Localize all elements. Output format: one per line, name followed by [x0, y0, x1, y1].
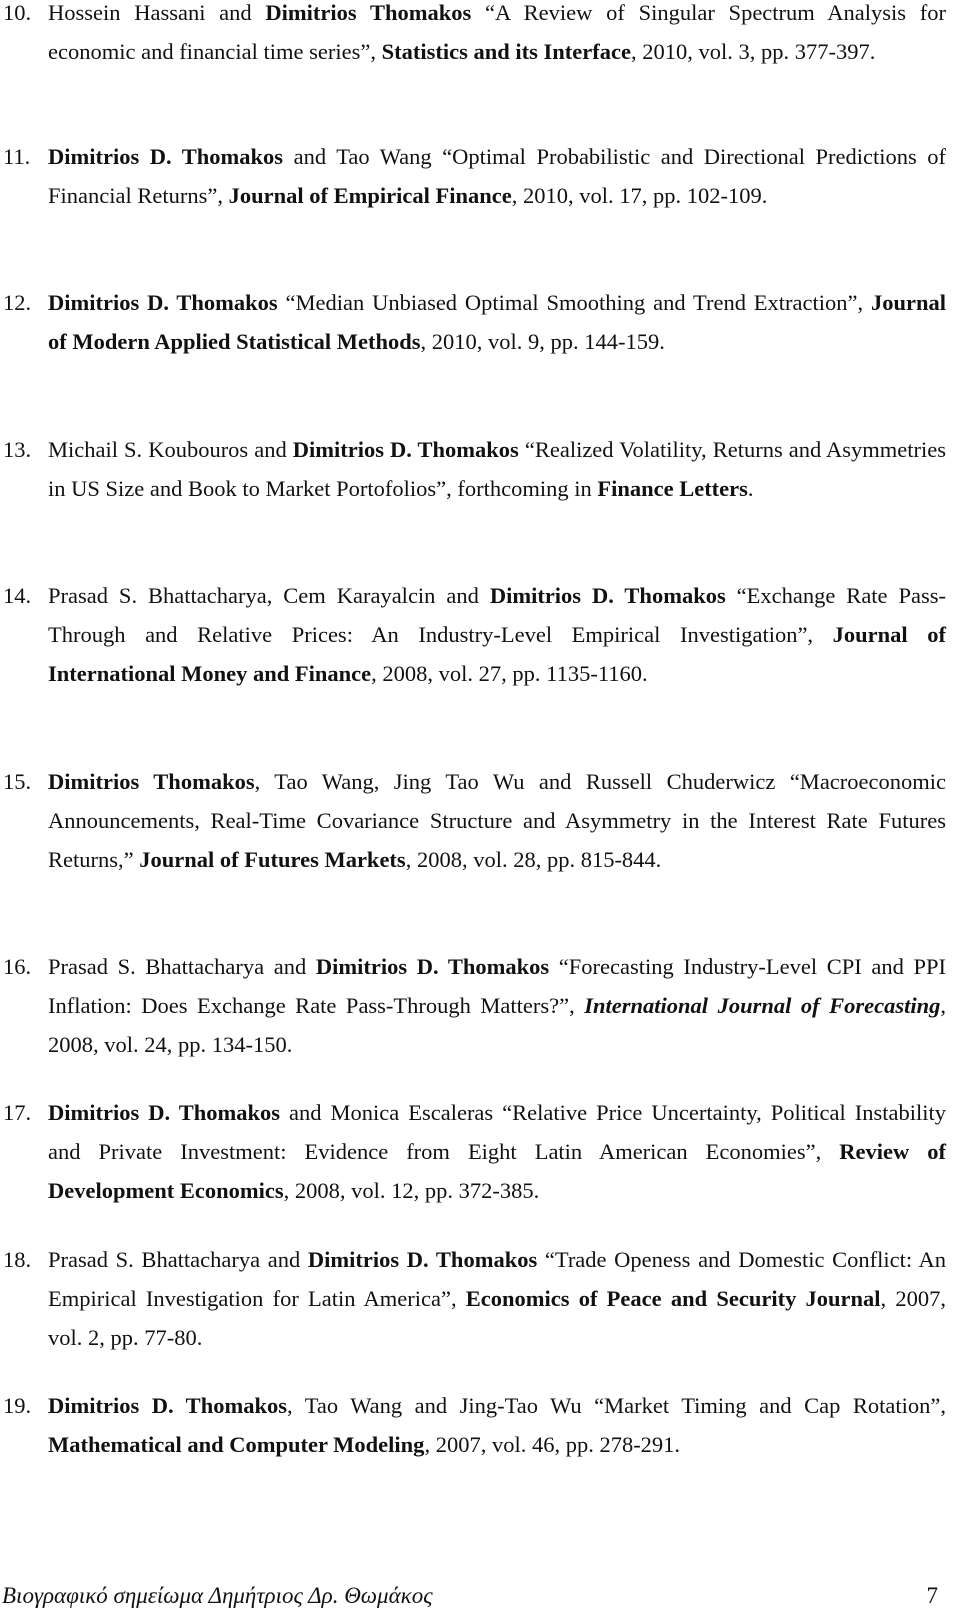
reference-emphasis: Journal of International Money and Finance [48, 622, 946, 686]
reference-number: 12. [3, 290, 32, 315]
reference-text: , 2008, vol. 24, pp. 134-150. [48, 993, 946, 1057]
reference-text: “Exchange Rate Pass-Through and Relative Prices: An Industry-Level Empirical Investigation”, [48, 583, 947, 647]
reference-number: 14. [3, 583, 32, 608]
reference-emphasis: Dimitrios D. Thomakos [48, 144, 284, 169]
reference-item [3, 1386, 946, 1464]
reference-emphasis: Dimitrios Thomakos [48, 769, 255, 794]
reference-item [3, 0, 946, 71]
reference-text: Hossein Hassani and [48, 0, 266, 25]
reference-emphasis: Dimitrios Thomakos [265, 0, 472, 25]
reference-number: 17. [3, 1100, 32, 1125]
reference-number: 10. [3, 0, 32, 25]
reference-item [3, 576, 947, 693]
reference-emphasis: International Journal of Forecasting [584, 993, 941, 1018]
reference-item [3, 1093, 946, 1210]
reference-text: “Median Unbiased Optimal Smoothing and Trend Extraction”, [277, 290, 871, 315]
reference-emphasis: Dimitrios D. Thomakos [48, 1100, 280, 1125]
reference-emphasis: Journal of Modern Applied Statistical Methods [48, 290, 946, 354]
reference-emphasis: Mathematical and Computer Modeling [48, 1432, 425, 1457]
reference-number: 13. [3, 437, 32, 462]
reference-text: “A Review of Singular Spectrum Analysis for economic and financial time series”, [48, 0, 946, 64]
reference-number: 15. [3, 769, 32, 794]
reference-emphasis: Journal of Futures Markets [139, 847, 406, 872]
reference-number: 11. [3, 144, 31, 169]
reference-item [3, 137, 946, 215]
reference-text: , Tao Wang and Jing-Tao Wu “Market Timing and Cap Rotation”, [286, 1393, 946, 1418]
reference-item [3, 283, 946, 361]
reference-emphasis: Dimitrios D. Thomakos [489, 583, 726, 608]
reference-emphasis: Journal of Empirical Finance [228, 183, 512, 208]
reference-item [3, 762, 946, 879]
reference-text: , 2010, vol. 17, pp. 102-109. [511, 183, 768, 208]
page-number: 7 [926, 1583, 938, 1608]
reference-text: , 2007, vol. 46, pp. 278-291. [424, 1432, 681, 1457]
reference-number: 18. [3, 1247, 32, 1272]
reference-number: 16. [3, 954, 32, 979]
reference-text: Prasad S. Bhattacharya and [48, 1247, 308, 1272]
reference-text: , 2010, vol. 9, pp. 144-159. [420, 329, 665, 354]
reference-text: Prasad S. Bhattacharya, Cem Karayalcin and [48, 583, 490, 608]
reference-item [3, 430, 947, 508]
reference-emphasis: Dimitrios D. Thomakos [307, 1247, 538, 1272]
reference-text: , 2008, vol. 28, pp. 815-844. [405, 847, 662, 872]
reference-emphasis: Dimitrios D. Thomakos [315, 954, 550, 979]
reference-text: , 2007, vol. 2, pp. 77-80. [48, 1286, 947, 1350]
reference-text: and Monica Escaleras “Relative Price Uncertainty, Political Instability and Private Investment: Evidence from Eight Latin American Economies”, [48, 1100, 946, 1164]
footer-title: Βιογραφικό σημείωμα Δημήτριος Δρ. Θωμάκος [2, 1583, 433, 1608]
reference-emphasis: Economics of Peace and Security Journal [465, 1286, 881, 1311]
reference-text: “Forecasting Industry-Level CPI and PPI Inflation: Does Exchange Rate Pass-Through Matters?”, [48, 954, 947, 1018]
reference-emphasis: Dimitrios D. Thomakos [48, 290, 278, 315]
reference-emphasis: Finance Letters [597, 476, 748, 501]
reference-text: , 2010, vol. 3, pp. 377-397. [630, 39, 876, 64]
reference-text: “Realized Volatility, Returns and Asymmetries in US Size and Book to Market Portofolios”, forthcoming in [48, 437, 947, 501]
reference-item [3, 947, 947, 1064]
reference-text: , 2008, vol. 12, pp. 372-385. [283, 1178, 540, 1203]
reference-text: “Trade Openess and Domestic Conflict: An Empirical Investigation for Latin America”, [48, 1247, 947, 1311]
reference-text: and Tao Wang “Optimal Probabilistic and Directional Predictions of Financial Returns”, [48, 144, 946, 208]
reference-item [3, 1240, 947, 1357]
reference-emphasis: Dimitrios D. Thomakos [48, 1393, 287, 1418]
reference-text: Michail S. Koubouros and [48, 437, 293, 462]
reference-text: Prasad S. Bhattacharya and [48, 954, 316, 979]
reference-text: . [747, 476, 754, 501]
reference-number: 19. [3, 1393, 32, 1418]
reference-text: , 2008, vol. 27, pp. 1135-1160. [371, 661, 648, 686]
reference-emphasis: Dimitrios D. Thomakos [292, 437, 519, 462]
reference-text: , Tao Wang, Jing Tao Wu and Russell Chuderwicz “Macroeconomic Announcements, Real-Time Covariance Structure and Asymmetry in the Interest Rate Futures Returns,” [48, 769, 946, 872]
reference-emphasis: Review of Development Economics [48, 1139, 946, 1203]
reference-emphasis: Statistics and its Interface [381, 39, 631, 64]
